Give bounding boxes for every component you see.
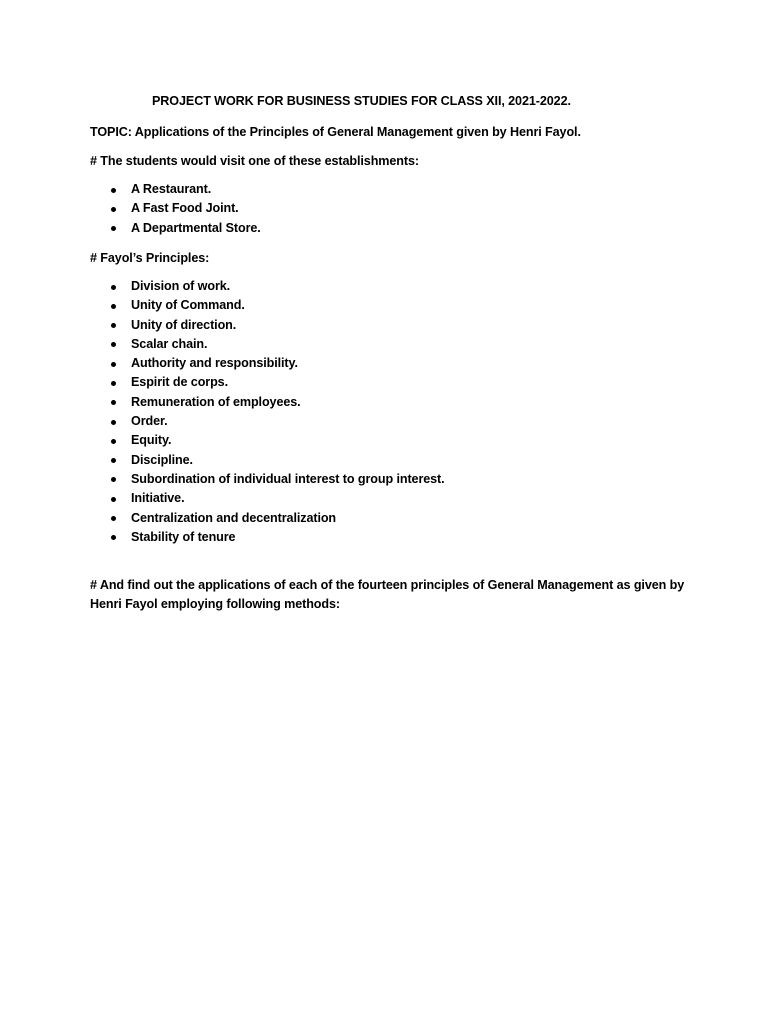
bullet-icon	[111, 323, 116, 328]
list-item-text: Division of work.	[131, 279, 231, 293]
list-item-text: Remuneration of employees.	[131, 394, 301, 409]
list-item-text: Unity of direction.	[131, 317, 237, 332]
closing-line-1: # And find out the applications of each of the fourteen principles of General Management as given by	[90, 578, 685, 592]
list-item-text: Stability of tenure	[131, 529, 236, 544]
bullet-icon	[111, 226, 116, 231]
bullet-icon	[111, 207, 116, 212]
list-item-text: Subordination of individual interest to group interest.	[131, 471, 445, 486]
list-item-text: A Departmental Store.	[131, 220, 261, 235]
bullet-icon	[111, 304, 116, 309]
list-item-text: Unity of Command.	[131, 298, 245, 313]
bullet-icon	[111, 362, 116, 367]
list-item-text: Discipline.	[131, 452, 193, 467]
bullet-icon	[111, 477, 116, 482]
bullet-icon	[111, 400, 116, 405]
closing-line-2: Henri Fayol employing following methods:	[90, 597, 340, 611]
list-item-text: Scalar chain.	[131, 336, 208, 351]
list-item-text: Initiative.	[131, 491, 185, 506]
bullet-icon	[111, 381, 116, 386]
list-item-text: A Restaurant.	[131, 182, 212, 196]
bullet-icon	[111, 458, 116, 463]
bullet-icon	[111, 285, 116, 290]
bullet-icon	[111, 516, 116, 521]
list-item-text: A Fast Food Joint.	[131, 201, 239, 216]
list-item-text: Authority and responsibility.	[131, 356, 298, 371]
list-item-text: Centralization and decentralization	[131, 510, 337, 525]
bullet-icon	[111, 497, 116, 502]
bullet-icon	[111, 342, 116, 347]
bullet-icon	[111, 439, 116, 444]
document-title: PROJECT WORK FOR BUSINESS STUDIES FOR CLASS XII, 2021-2022.	[152, 94, 571, 108]
establishments-intro: # The students would visit one of these establishments:	[90, 154, 419, 168]
list-item-text: Espirit de corps.	[131, 375, 228, 390]
bullet-icon	[111, 188, 116, 193]
topic-line: TOPIC: Applications of the Principles of General Management given by Henri Fayol.	[90, 125, 581, 139]
list-item-text: Equity.	[131, 433, 172, 448]
bullet-icon	[111, 535, 116, 540]
principles-intro: # Fayol’s Principles:	[90, 251, 210, 265]
bullet-icon	[111, 420, 116, 425]
closing-paragraph	[90, 576, 690, 614]
list-item-text: Order.	[131, 414, 168, 429]
